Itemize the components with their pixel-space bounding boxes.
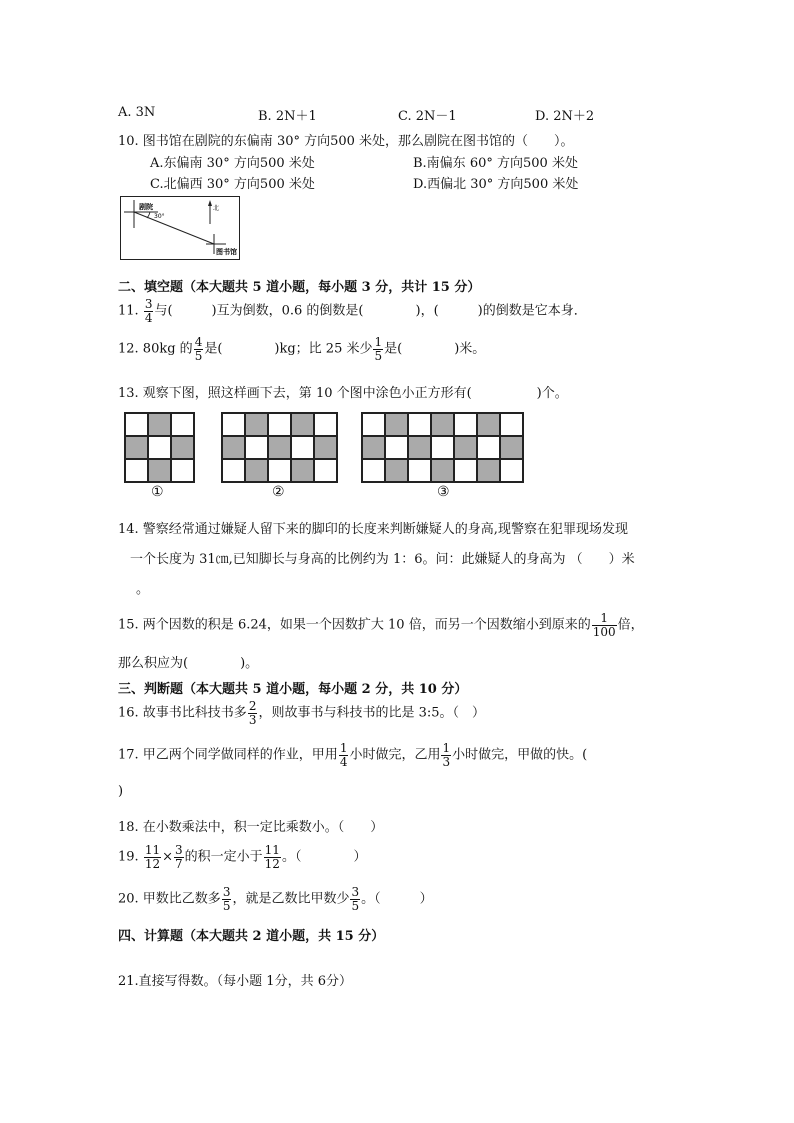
denominator: 100 bbox=[592, 624, 616, 639]
q10-option-d: D.西偏北 30° 方向500 米处 bbox=[413, 177, 579, 192]
numerator: 3 bbox=[144, 297, 153, 311]
library-label: 图书馆 bbox=[216, 248, 237, 256]
q11-text: 与( )互为倒数，0.6 的倒数是( )，( )的倒数是它本身． bbox=[154, 303, 587, 319]
times-sign: × bbox=[162, 849, 174, 865]
fraction bbox=[144, 298, 154, 324]
denominator: 3 bbox=[442, 754, 451, 769]
denominator: 5 bbox=[222, 898, 231, 913]
q15-pre: 15. 两个因数的积是 6.24，如果一个因数扩大 10 倍，而另一个因数缩小到原来的 bbox=[118, 617, 591, 633]
pattern-figure-3 bbox=[361, 412, 524, 483]
fraction bbox=[441, 742, 451, 768]
q9-option-d: D. 2N＋2 bbox=[535, 109, 595, 124]
denominator: 5 bbox=[374, 348, 383, 363]
q17-line2: ) bbox=[118, 784, 124, 799]
denominator: 12 bbox=[264, 856, 280, 871]
q9-option-c: C. 2N－1 bbox=[398, 109, 457, 124]
q10-stem: 10. 图书馆在剧院的东偏南 30° 方向500 米处，那么剧院在图书馆的（ ）。 bbox=[118, 134, 574, 149]
q16 bbox=[118, 700, 485, 726]
q10-option-c: C.北偏西 30° 方向500 米处 bbox=[150, 177, 315, 192]
q16-post: ，则故事书与科技书的比是 3:5。（ ） bbox=[258, 705, 486, 721]
numerator: 2 bbox=[248, 699, 257, 713]
q10-option-a: A.东偏南 30° 方向500 米处 bbox=[150, 156, 315, 171]
q17-post: 小时做完，甲做的快。( bbox=[452, 747, 588, 763]
pattern-figure-2 bbox=[221, 412, 338, 483]
q19-post: 。（ ） bbox=[281, 849, 367, 865]
q17-mid: 小时做完，乙用 bbox=[349, 747, 441, 763]
angle-label: 30° bbox=[154, 213, 165, 220]
numerator: 11 bbox=[144, 843, 161, 857]
q15-line2: 那么积应为( )。 bbox=[118, 656, 259, 671]
denominator: 7 bbox=[175, 856, 183, 871]
fraction bbox=[174, 844, 184, 870]
q9-option-b: B. 2N＋1 bbox=[258, 109, 317, 124]
numerator: 11 bbox=[264, 843, 280, 857]
fraction bbox=[194, 336, 204, 362]
fraction bbox=[248, 700, 258, 726]
numerator: 4 bbox=[194, 335, 203, 349]
q20-post: 。（ ） bbox=[361, 891, 433, 907]
q14-line3: 。 bbox=[136, 582, 150, 597]
q18: 18. 在小数乘法中，积一定比乘数小。（ ） bbox=[118, 820, 384, 835]
q15-post: 倍， bbox=[617, 617, 644, 633]
fraction bbox=[144, 844, 161, 870]
denominator: 4 bbox=[144, 310, 153, 325]
q13-text: 13. 观察下图，照这样画下去，第 10 个图中涂色小正方形有( )个。 bbox=[118, 386, 568, 401]
q11 bbox=[118, 298, 587, 324]
q14-line2: 一个长度为 31㎝,已知脚长与身高的比例约为 1：6。问：此嫌疑人的身高为 （ ）米 bbox=[130, 552, 635, 567]
q21: 21.直接写得数。（每小题 1分，共 6分） bbox=[118, 974, 352, 989]
q12-post: 是( )米。 bbox=[384, 341, 486, 357]
q17 bbox=[118, 742, 587, 768]
q12-mid: 是( )kg；比 25 米少 bbox=[204, 341, 373, 357]
fraction bbox=[350, 886, 360, 912]
q9-option-a: A. 3N bbox=[118, 105, 156, 120]
numerator: 3 bbox=[351, 885, 360, 899]
q20-mid: ，就是乙数比甲数少 bbox=[232, 891, 350, 907]
numerator: 1 bbox=[339, 741, 348, 755]
q20-pre: 20. 甲数比乙数多 bbox=[118, 891, 221, 907]
denominator: 4 bbox=[339, 754, 348, 769]
section2-heading: 二、填空题（本大题共 5 道小题，每小题 3 分，共计 15 分） bbox=[118, 280, 481, 295]
fraction bbox=[592, 612, 617, 638]
q19-pre: 19. bbox=[118, 849, 139, 865]
q15 bbox=[118, 612, 644, 638]
q12 bbox=[118, 336, 485, 362]
fraction bbox=[222, 886, 232, 912]
denominator: 12 bbox=[144, 856, 161, 871]
numerator: 3 bbox=[222, 885, 231, 899]
denominator: 5 bbox=[351, 898, 360, 913]
q19 bbox=[118, 844, 366, 870]
fraction bbox=[339, 742, 349, 768]
numerator: 1 bbox=[374, 335, 383, 349]
north-label: 北 bbox=[213, 205, 220, 212]
figure-label-3: ③ bbox=[437, 484, 450, 500]
fraction bbox=[373, 336, 383, 362]
q14-line1: 14. 警察经常通过嫌疑人留下来的脚印的长度来判断嫌疑人的身高,现警察在犯罪现场发现 bbox=[118, 522, 628, 537]
section3-heading: 三、判断题（本大题共 5 道小题，每小题 2 分，共 10 分） bbox=[118, 682, 468, 697]
denominator: 3 bbox=[248, 712, 257, 727]
figure-label-1: ① bbox=[151, 484, 164, 500]
q19-mid: 的积一定小于 bbox=[184, 849, 263, 865]
q16-pre: 16. 故事书比科技书多 bbox=[118, 705, 247, 721]
figure-label-2: ② bbox=[272, 484, 285, 500]
theater-label: 剧院 bbox=[139, 203, 153, 211]
numerator: 1 bbox=[592, 612, 617, 626]
q10-option-b: B.南偏东 60° 方向500 米处 bbox=[413, 156, 578, 171]
q12-pre: 12. 80kg 的 bbox=[118, 341, 193, 357]
q17-pre: 17. 甲乙两个同学做同样的作业，甲用 bbox=[118, 747, 338, 763]
q20 bbox=[118, 886, 433, 912]
pattern-figure-1 bbox=[124, 412, 195, 483]
numerator: 1 bbox=[442, 741, 451, 755]
numerator: 3 bbox=[175, 843, 183, 857]
direction-figure bbox=[120, 196, 240, 260]
section4-heading: 四、计算题（本大题共 2 道小题，共 15 分） bbox=[118, 929, 385, 944]
denominator: 5 bbox=[194, 348, 203, 363]
fraction bbox=[264, 844, 281, 870]
q11-num: 11. bbox=[118, 303, 139, 319]
